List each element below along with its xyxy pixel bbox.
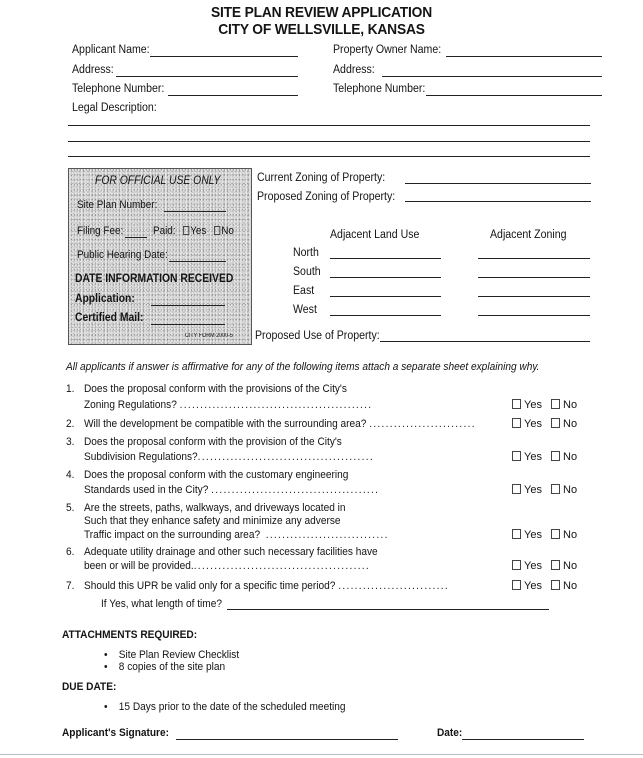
owner-address-label: Address:: [333, 64, 375, 76]
question-6-yes[interactable]: [512, 560, 542, 572]
leader-dots: ...............................................: [179, 399, 373, 411]
checkbox-icon: [214, 226, 220, 235]
question-5-text-line-3-text: Traffic impact on the surrounding area?: [84, 529, 261, 541]
form-number: CITY FORM 2000-5: [185, 333, 233, 339]
checkbox-icon: [551, 399, 560, 409]
applicant-telephone-label: Telephone Number:: [72, 83, 165, 95]
attachment-item: • 8 copies of the site plan: [104, 661, 226, 673]
yes-label: Yes: [524, 418, 542, 430]
form-subtitle: CITY OF WELLSVILLE, KANSAS: [218, 21, 425, 38]
question-6-text-line-1: Adequate utility drainage and other such necessary facilities have: [84, 546, 378, 558]
question-4-no[interactable]: [551, 484, 577, 496]
attachment-item-text: Site Plan Review Checklist: [118, 649, 240, 661]
leader-dots: ...........................................: [197, 451, 374, 463]
checkbox-icon: [512, 484, 521, 494]
application-date-field[interactable]: [151, 305, 225, 306]
applicant-address-label: Address:: [72, 64, 114, 76]
due-date-item: • 15 Days prior to the date of the scheduled meeting: [104, 701, 346, 713]
question-7-yes[interactable]: [512, 580, 542, 592]
signature-label: Applicant's Signature:: [62, 727, 169, 739]
checkbox-icon: [512, 560, 521, 570]
adjacent-zoning-header: Adjacent Zoning: [490, 229, 567, 241]
certified-mail-field[interactable]: [151, 324, 225, 325]
no-label: No: [563, 560, 578, 572]
no-label: No: [563, 580, 578, 592]
legal-description-line-3[interactable]: [68, 156, 590, 157]
owner-name-label: Property Owner Name:: [333, 44, 442, 56]
applicant-name-field[interactable]: [150, 56, 298, 57]
leader-dots: ...........................................: [193, 560, 371, 572]
date-information-heading: DATE INFORMATION RECEIVED: [75, 273, 234, 285]
signature-field[interactable]: [176, 739, 398, 740]
question-2-text-line-1: [84, 418, 476, 430]
question-4-number: 4.: [66, 469, 75, 481]
checkbox-icon: [512, 418, 521, 428]
checkbox-icon: [551, 484, 560, 494]
direction-north-label: North: [293, 247, 319, 259]
official-use-box: [68, 168, 252, 345]
questions-instruction: All applicants if answer is affirmative for any of the following items attach a separate sheet explaining why.: [66, 361, 540, 373]
question-1-text-line-2-text: Zoning Regulations?: [84, 399, 177, 411]
east-zoning-field[interactable]: [478, 296, 590, 297]
question-5-yes[interactable]: [512, 529, 542, 541]
site-plan-number-label: Site Plan Number:: [77, 199, 158, 211]
south-zoning-field[interactable]: [478, 277, 590, 278]
owner-telephone-label: Telephone Number:: [333, 83, 426, 95]
due-date-item-text: 15 Days prior to the date of the scheduled meeting: [118, 701, 346, 713]
adjacent-land-use-header: Adjacent Land Use: [330, 229, 420, 241]
question-3-yes[interactable]: [512, 451, 542, 463]
yes-label: Yes: [524, 560, 542, 572]
question-4-text-line-2-text: Standards used in the City?: [84, 484, 209, 496]
question-4-text-line-1: Does the proposal conform with the customary engineering: [84, 469, 349, 481]
checkbox-icon: [551, 418, 560, 428]
checkbox-icon: [551, 580, 560, 590]
paid-no-label: No: [221, 225, 234, 237]
north-land-use-field[interactable]: [330, 258, 441, 259]
question-5-text-line-3: [84, 529, 389, 541]
question-5-number: 5.: [66, 502, 75, 514]
public-hearing-date-label: Public Hearing Date:: [77, 249, 168, 261]
question-7-text: Should this UPR be valid only for a specific time period?: [84, 580, 336, 592]
question-5-no[interactable]: [551, 529, 577, 541]
checkbox-icon: [512, 529, 521, 539]
question-6-text-line-2-text: been or will be provided.: [84, 560, 194, 572]
date-label: Date:: [437, 727, 463, 739]
checkbox-icon: [551, 560, 560, 570]
question-3-text-line-1: Does the proposal conform with the provision of the City's: [84, 436, 342, 448]
filing-fee-label: Filing Fee:: [77, 225, 124, 237]
question-6-no[interactable]: [551, 560, 577, 572]
question-5-text-line-2: Such that they enhance safety and minimize any adverse: [84, 515, 341, 527]
checkbox-icon: [551, 451, 560, 461]
form-title: SITE PLAN REVIEW APPLICATION: [210, 4, 433, 21]
leader-dots: .........................................: [211, 484, 380, 496]
attachments-heading: ATTACHMENTS REQUIRED:: [62, 629, 198, 641]
question-6-text-line-2: [84, 560, 370, 572]
owner-name-field[interactable]: [446, 56, 602, 57]
question-2-number: 2.: [66, 418, 75, 430]
question-3-text-line-2-text: Subdivision Regulations?: [84, 451, 198, 463]
attachment-item: • Site Plan Review Checklist: [104, 649, 240, 661]
legal-description-line-2[interactable]: [68, 141, 590, 142]
proposed-use-label: Proposed Use of Property:: [255, 330, 380, 342]
question-1-number: 1.: [66, 383, 75, 395]
owner-address-field[interactable]: [382, 76, 602, 77]
question-7-number: 7.: [66, 580, 75, 592]
current-zoning-label: Current Zoning of Property:: [257, 172, 386, 184]
question-6-number: 6.: [66, 546, 75, 558]
question-3-no[interactable]: [551, 451, 577, 463]
direction-east-label: East: [293, 285, 315, 297]
applicant-name-label: Applicant Name:: [72, 44, 150, 56]
question-7-text-line-1: [84, 580, 449, 592]
attachment-item-text: 8 copies of the site plan: [118, 661, 226, 673]
official-use-heading: FOR OFFICIAL USE ONLY: [95, 175, 221, 187]
paid-yes-option[interactable]: [183, 225, 206, 237]
yes-label: Yes: [524, 399, 542, 411]
direction-west-label: West: [293, 304, 317, 316]
question-1-text-line-1: Does the proposal conform with the provisions of the City's: [84, 383, 347, 395]
no-label: No: [563, 484, 578, 496]
question-4-text-line-2: [84, 484, 379, 496]
leader-dots: ...........................: [338, 580, 449, 592]
question-4-yes[interactable]: [512, 484, 542, 496]
question-3-number: 3.: [66, 436, 75, 448]
north-zoning-field[interactable]: [478, 258, 590, 259]
question-3-text-line-2: [84, 451, 374, 463]
checkbox-icon: [183, 226, 189, 235]
east-land-use-field[interactable]: [330, 296, 441, 297]
no-label: No: [563, 418, 578, 430]
time-length-label: If Yes, what length of time?: [101, 598, 222, 610]
question-2-yes[interactable]: [512, 418, 542, 430]
site-plan-number-field[interactable]: [164, 211, 226, 212]
date-field[interactable]: [462, 739, 584, 740]
filing-fee-field[interactable]: [125, 237, 147, 238]
paid-no-option[interactable]: [214, 225, 234, 237]
paid-label: Paid:: [153, 225, 176, 237]
time-length-field[interactable]: [227, 609, 549, 610]
leader-dots: ..............................: [265, 529, 389, 541]
due-date-heading: DUE DATE:: [62, 681, 117, 693]
page-bottom-edge: [0, 754, 643, 755]
yes-label: Yes: [524, 580, 542, 592]
question-2-text: Will the development be compatible with the surrounding area?: [84, 418, 367, 430]
public-hearing-date-field[interactable]: [169, 261, 226, 262]
question-1-yes[interactable]: [512, 399, 542, 411]
leader-dots: ..........................: [369, 418, 476, 430]
yes-label: Yes: [524, 529, 542, 541]
applicant-telephone-field[interactable]: [168, 95, 298, 96]
proposed-zoning-label: Proposed Zoning of Property:: [257, 191, 396, 203]
south-land-use-field[interactable]: [330, 277, 441, 278]
west-land-use-field[interactable]: [330, 315, 441, 316]
paid-yes-label: Yes: [190, 225, 207, 237]
current-zoning-field[interactable]: [405, 183, 591, 184]
checkbox-icon: [512, 399, 521, 409]
legal-description-line-1[interactable]: [68, 125, 590, 126]
question-1-no[interactable]: [551, 399, 577, 411]
legal-description-label: Legal Description:: [72, 102, 157, 114]
question-2-no[interactable]: [551, 418, 577, 430]
proposed-use-field[interactable]: [380, 341, 590, 342]
certified-mail-label: Certified Mail:: [75, 312, 144, 324]
no-label: No: [563, 451, 578, 463]
yes-label: Yes: [524, 451, 542, 463]
question-7-no[interactable]: [551, 580, 577, 592]
application-date-label: Application:: [75, 293, 135, 305]
question-5-text-line-1: Are the streets, paths, walkways, and driveways located in: [84, 502, 346, 514]
checkbox-icon: [551, 529, 560, 539]
applicant-address-field[interactable]: [116, 76, 298, 77]
checkbox-icon: [512, 580, 521, 590]
west-zoning-field[interactable]: [478, 315, 590, 316]
direction-south-label: South: [293, 266, 321, 278]
no-label: No: [563, 399, 578, 411]
yes-label: Yes: [524, 484, 542, 496]
owner-telephone-field[interactable]: [426, 95, 602, 96]
proposed-zoning-field[interactable]: [405, 201, 591, 202]
question-1-text-line-2: [84, 399, 372, 411]
no-label: No: [563, 529, 578, 541]
checkbox-icon: [512, 451, 521, 461]
